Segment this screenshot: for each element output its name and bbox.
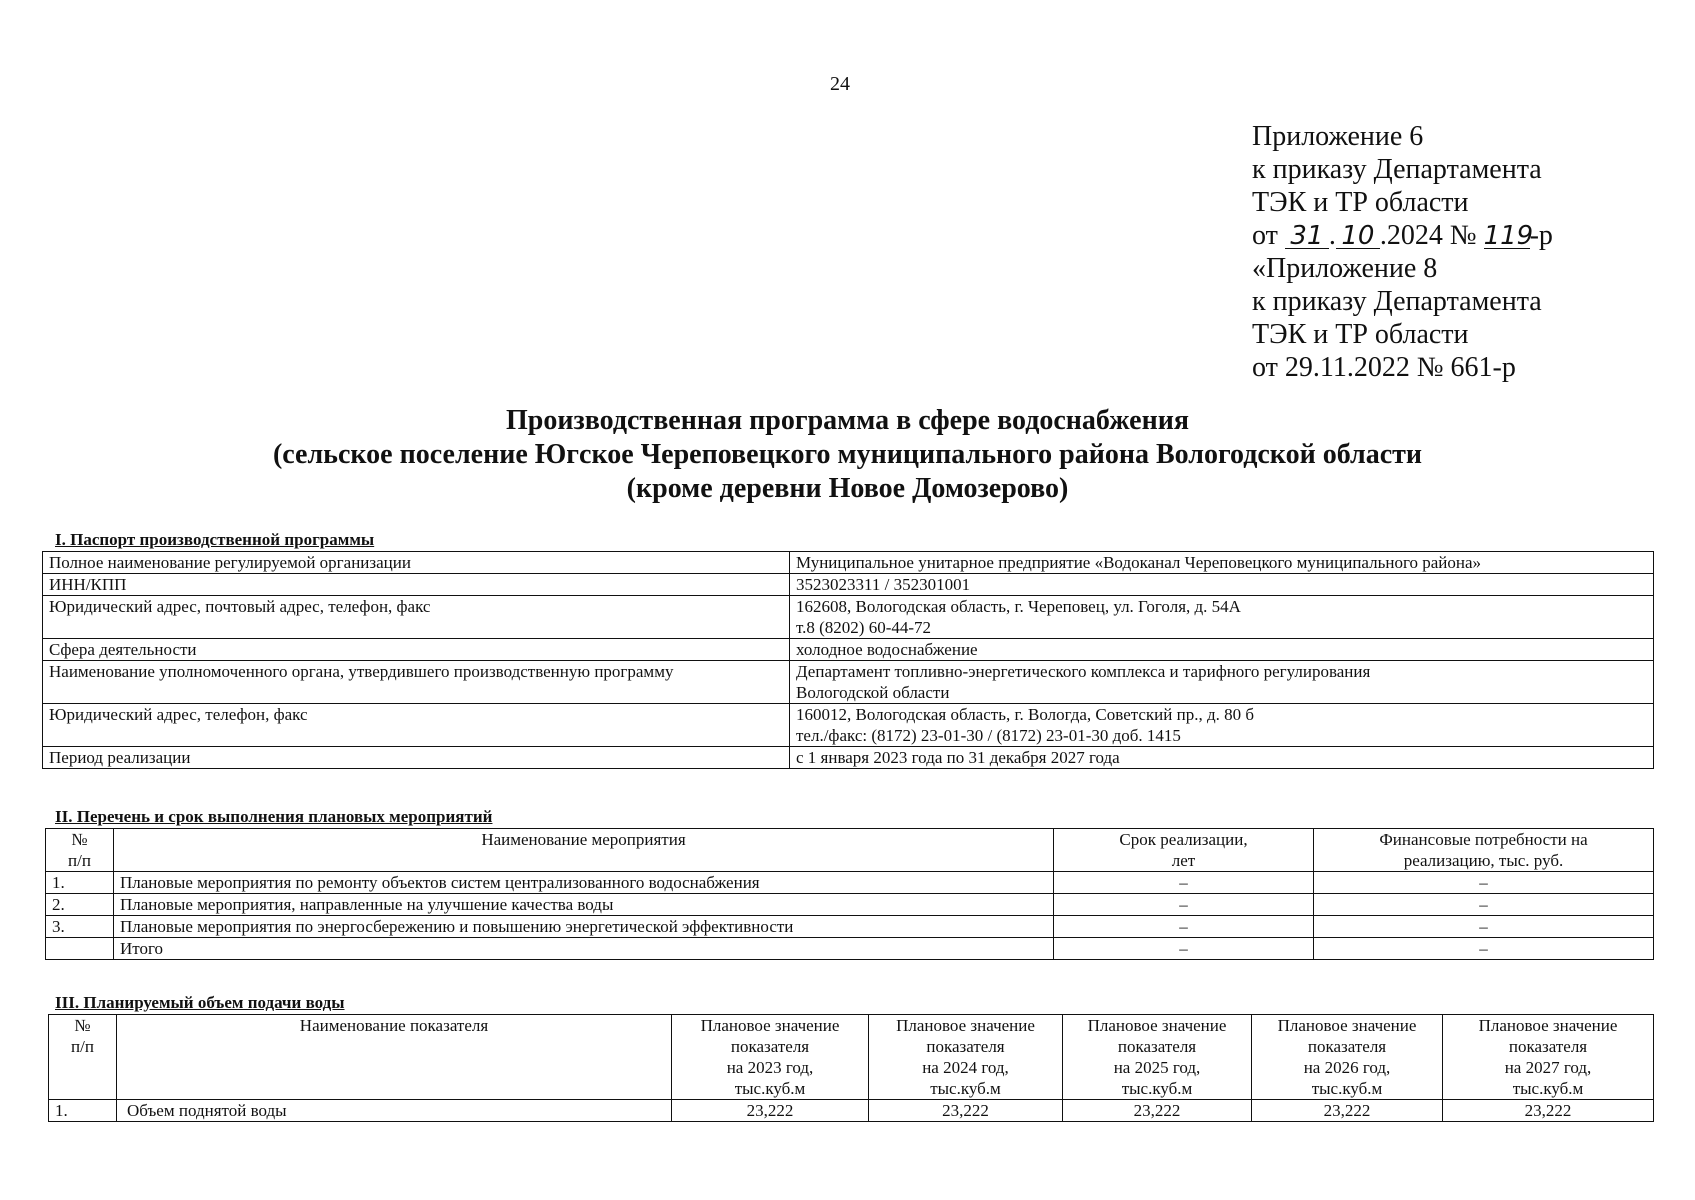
passport-value: 160012, Вологодская область, г. Вологда, Советский пр., д. 80 б тел./факс: (8172) 23-01-30 / (8172) 23-01-30 доб. 1415 [790, 704, 1654, 747]
col-year-2023: Плановое значение показателя на 2023 год, тыс.куб.м [672, 1015, 869, 1100]
volume-table [48, 1014, 1654, 1122]
col-year-2026: Плановое значение показателя на 2026 год, тыс.куб.м [1252, 1015, 1443, 1100]
appendix-line: Приложение 6 [1252, 121, 1424, 152]
col-indicator-name: Наименование показателя [117, 1015, 672, 1100]
passport-value: Муниципальное унитарное предприятие «Водоканал Череповецкого муниципального района» [790, 552, 1654, 574]
measure-term: – [1054, 916, 1314, 938]
handwritten-month: 10 [1336, 224, 1380, 249]
col-measure-name: Наименование мероприятия [114, 829, 1054, 872]
value-2025: 23,222 [1063, 1100, 1252, 1122]
order-year: .2024 № [1379, 220, 1477, 251]
page-number: 24 [830, 73, 850, 95]
section-measures-heading: II. Перечень и срок выполнения плановых мероприятий [55, 807, 493, 826]
appendix-line: к приказу Департамента [1252, 154, 1542, 185]
table-row [43, 552, 1654, 574]
appendix-line: к приказу Департамента [1252, 286, 1542, 317]
title-line: Производственная программа в сфере водоснабжения [505, 405, 1190, 436]
document-title [0, 404, 1695, 506]
indicator-name: Объем поднятой воды [117, 1100, 672, 1122]
value-2027: 23,222 [1443, 1100, 1654, 1122]
measure-financing: – [1314, 872, 1654, 894]
measure-term: – [1054, 938, 1314, 960]
table-row [43, 596, 1654, 639]
measure-name: Плановые мероприятия по энергосбережению и повышению энергетической эффективности [114, 916, 1054, 938]
table-row [46, 894, 1654, 916]
value-2023: 23,222 [672, 1100, 869, 1122]
row-number: 1. [49, 1100, 117, 1122]
title-line: (кроме деревни Новое Домозерово) [626, 473, 1069, 504]
row-number: 3. [46, 916, 114, 938]
col-year-2025: Плановое значение показателя на 2025 год, тыс.куб.м [1063, 1015, 1252, 1100]
table-row [43, 704, 1654, 747]
measures-table [45, 828, 1654, 960]
title-line: (сельское поселение Югское Череповецкого муниципального района Вологодской области [272, 439, 1423, 470]
appendix-line: ТЭК и ТР области [1252, 319, 1469, 350]
table-row [43, 574, 1654, 596]
passport-value: с 1 января 2023 года по 31 декабря 2027 года [790, 747, 1654, 769]
section-passport-heading: I. Паспорт производственной программы [55, 530, 375, 549]
table-row [43, 639, 1654, 661]
table-header-row [46, 829, 1654, 872]
measure-name: Итого [114, 938, 1054, 960]
table-row [43, 747, 1654, 769]
col-financing: Финансовые потребности на реализацию, тыс. руб. [1314, 829, 1654, 872]
passport-label: Юридический адрес, почтовый адрес, телефон, факс [43, 596, 790, 639]
measure-name: Плановые мероприятия по ремонту объектов систем централизованного водоснабжения [114, 872, 1054, 894]
table-header-row [49, 1015, 1654, 1100]
table-row [49, 1100, 1654, 1122]
col-year-2027: Плановое значение показателя на 2027 год, тыс.куб.м [1443, 1015, 1654, 1100]
passport-table [42, 551, 1654, 769]
order-suffix: -р [1529, 220, 1553, 251]
measure-financing: – [1314, 916, 1654, 938]
col-number: № п/п [46, 829, 114, 872]
appendix-line: «Приложение 8 [1252, 253, 1438, 284]
measure-financing: – [1314, 894, 1654, 916]
handwritten-order-number: 119 [1483, 221, 1534, 251]
measure-term: – [1054, 894, 1314, 916]
passport-value: Департамент топливно-энергетического комплекса и тарифного регулирования Вологодской области [790, 661, 1654, 704]
row-number [46, 938, 114, 960]
order-line: от 31 . 10 .2024 № 119-р [1252, 220, 1553, 251]
order-prefix: от [1252, 220, 1278, 251]
section-volume-heading: III. Планируемый объем подачи воды [55, 993, 345, 1012]
table-row [46, 872, 1654, 894]
passport-label: Юридический адрес, телефон, факс [43, 704, 790, 747]
passport-label: Полное наименование регулируемой организации [43, 552, 790, 574]
handwritten-day: 31 [1285, 224, 1329, 249]
col-number: № п/п [49, 1015, 117, 1100]
table-row [46, 938, 1654, 960]
col-term: Срок реализации, лет [1054, 829, 1314, 872]
measure-financing: – [1314, 938, 1654, 960]
row-number: 1. [46, 872, 114, 894]
table-row [46, 916, 1654, 938]
appendix-line: от 29.11.2022 № 661-р [1252, 352, 1516, 383]
passport-label: Период реализации [43, 747, 790, 769]
appendix-block [1252, 120, 1553, 384]
col-year-2024: Плановое значение показателя на 2024 год, тыс.куб.м [869, 1015, 1063, 1100]
value-2026: 23,222 [1252, 1100, 1443, 1122]
value-2024: 23,222 [869, 1100, 1063, 1122]
measure-term: – [1054, 872, 1314, 894]
passport-label: Наименование уполномоченного органа, утвердившего производственную программу [43, 661, 790, 704]
passport-label: ИНН/КПП [43, 574, 790, 596]
row-number: 2. [46, 894, 114, 916]
passport-value: 162608, Вологодская область, г. Череповец, ул. Гоголя, д. 54А т.8 (8202) 60-44-72 [790, 596, 1654, 639]
passport-value: холодное водоснабжение [790, 639, 1654, 661]
table-row [43, 661, 1654, 704]
measure-name: Плановые мероприятия, направленные на улучшение качества воды [114, 894, 1054, 916]
appendix-line: ТЭК и ТР области [1252, 187, 1469, 218]
passport-label: Сфера деятельности [43, 639, 790, 661]
passport-value: 3523023311 / 352301001 [790, 574, 1654, 596]
